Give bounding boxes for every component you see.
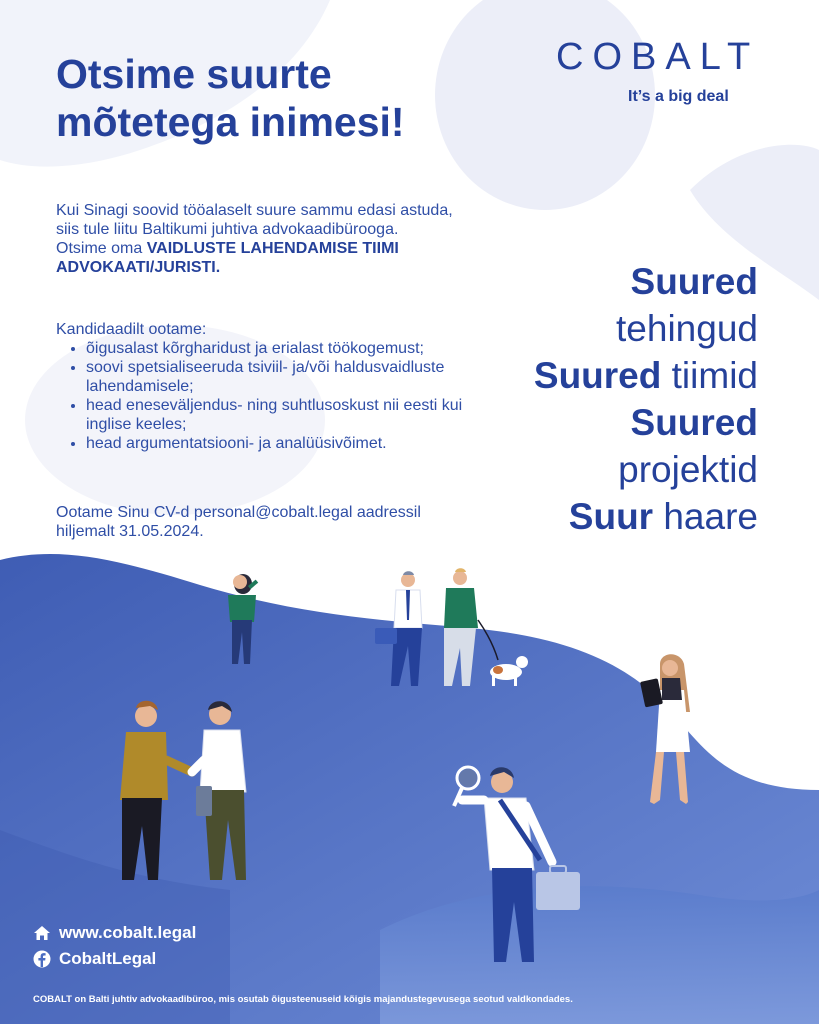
intro-text xyxy=(56,201,466,277)
logo-wordmark: COBALT xyxy=(556,36,760,78)
slogan-line-2 xyxy=(534,305,758,352)
requirement-item: • õigusalast kõrgharidust ja erialast töökogemust; xyxy=(86,339,466,358)
slogan-line-6 xyxy=(534,493,758,540)
slogan-bold-1: Suured xyxy=(630,261,758,302)
slogan-line-4 xyxy=(534,399,758,446)
apply-text: Ootame Sinu CV-d personal@cobalt.legal aadressil hiljemalt 31.05.2024. xyxy=(56,504,421,540)
slogan-rest-3: tiimid xyxy=(661,355,758,396)
requirement-item: • head eneseväljendus- ning suhtlusoskust nii eesti kui inglise keeles; xyxy=(86,396,466,434)
contacts-block xyxy=(33,920,196,972)
requirements-list xyxy=(56,339,466,453)
footer-text: COBALT on Balti juhtiv advokaadibüroo, mis osutab õigusteenuseid kõigis majandustegevusega seotud valdkondades. xyxy=(33,994,573,1005)
website-link[interactable] xyxy=(33,920,196,946)
facebook-icon xyxy=(33,950,51,968)
slogan-line-3 xyxy=(534,352,758,399)
slogan-rest-6: haare xyxy=(653,496,758,537)
requirement-item: • head argumentatsiooni- ja analüüsivõimet. xyxy=(86,434,466,453)
slogan-block xyxy=(534,258,758,540)
slogan-rest-2: tehingud xyxy=(616,308,758,349)
requirements-heading: Kandidaadilt ootame: xyxy=(56,321,207,338)
cobalt-logo xyxy=(556,34,761,105)
requirements-section xyxy=(56,320,466,453)
slogan-bold-4: Suured xyxy=(630,402,758,443)
handshake-figures xyxy=(120,701,246,880)
slogan-rest-5: projektid xyxy=(618,449,758,490)
intro-position-title: VAIDLUSTE LAHENDAMISE TIIMI ADVOKAATI/JURISTI. xyxy=(56,240,399,276)
man-dog-figure xyxy=(444,568,528,686)
intro-position-prefix: Otsime oma xyxy=(56,240,147,257)
website-text: www.cobalt.legal xyxy=(59,923,197,942)
headline-line-1: Otsime suurte xyxy=(56,51,332,97)
slogan-bold-6: Suur xyxy=(568,496,654,537)
woman-phone-figure xyxy=(228,574,258,664)
woman-tablet-figure xyxy=(640,654,690,804)
intro-paragraph: Kui Sinagi soovid tööalaselt suure sammu edasi astuda, siis tule liitu Baltikumi juhtiva advokaadibürooga. xyxy=(56,202,453,238)
facebook-link[interactable] xyxy=(33,946,196,972)
apply-section xyxy=(56,503,466,541)
page-headline xyxy=(56,50,526,146)
requirement-item: • soovi spetsialiseeruda tsiviil- ja/või haldusvaidluste lahendamisele; xyxy=(86,358,466,396)
slogan-line-1 xyxy=(534,258,758,305)
logo-tagline: It’s a big deal xyxy=(628,88,729,105)
slogan-bold-3: Suured xyxy=(533,355,662,396)
home-icon xyxy=(33,924,51,942)
headline-line-2: mõtetega inimesi! xyxy=(56,99,405,145)
slogan-line-5 xyxy=(534,446,758,493)
man-briefcase-figure xyxy=(375,571,422,686)
man-magnifier-figure xyxy=(454,767,580,962)
intro-position xyxy=(56,239,466,277)
facebook-text: CobaltLegal xyxy=(59,949,157,968)
